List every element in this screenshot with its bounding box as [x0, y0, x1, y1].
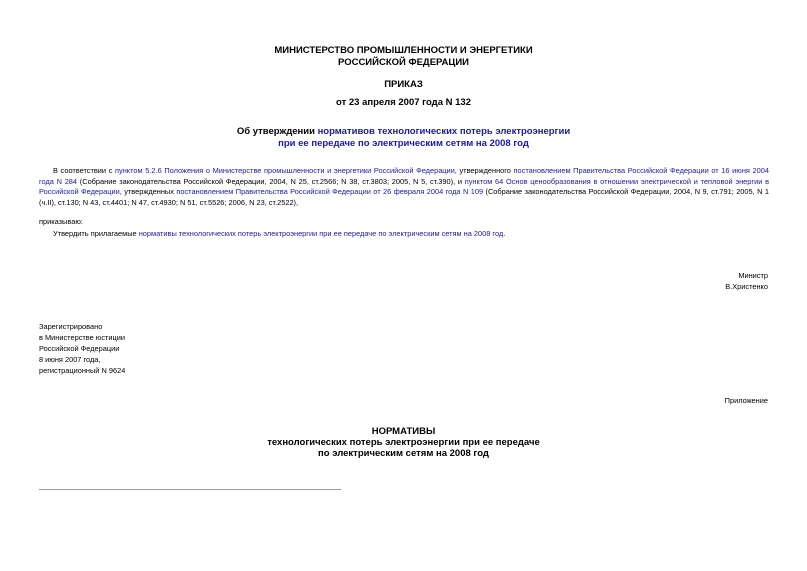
approve-paragraph: [53, 228, 769, 239]
title-link[interactable]: нормативов технологических потерь электроэнергии: [317, 126, 571, 137]
footnote-divider: [39, 489, 341, 490]
document-title: [0, 126, 807, 138]
appendix-subtitle-line1: технологических потерь электроэнергии при ее передаче: [267, 437, 540, 448]
preamble-text-2: , утвержденного: [454, 166, 514, 175]
signature-name: В.Христенко: [725, 282, 768, 291]
preamble-text-4: , утвержденных: [119, 187, 177, 197]
preamble-link-regulation[interactable]: пунктом 5.2.6 Положения о Министерстве промышленности и энергетики Российской Федерации: [115, 166, 455, 175]
registration-line5: регистрационный N 9624: [39, 366, 126, 375]
registration-line3: Российской Федерации: [39, 344, 120, 353]
order-word: приказываю:: [39, 217, 83, 226]
preamble-paragraph: [39, 166, 769, 208]
preamble-text-5: (Собрание законодательства Российской Федерации, 2004, N 9, ст.791; 2005, N 1 (ч.II), ст.130; N 43, ст.4401; N 47, ст.4930; N 51, ст.5526; 2006, N 23, ст.2522),: [39, 187, 769, 207]
registration-line1: Зарегистрировано: [39, 322, 103, 331]
approve-link-norms[interactable]: нормативы технологических потерь электроэнергии при ее передаче по электрическим сетям на 2008 год: [138, 229, 504, 238]
signature-position: Министр: [738, 271, 768, 280]
registration-line2: в Министерстве юстиции: [39, 333, 126, 342]
title-line2-link[interactable]: при ее передаче по электрическим сетям на 2008 год: [278, 138, 529, 149]
appendix-label: Приложение: [724, 396, 768, 405]
preamble-link-decree-109[interactable]: постановлением Правительства Российской Федерации от 26 февраля 2004 года N 109: [176, 187, 484, 197]
document-date-number: от 23 апреля 2007 года N 132: [336, 97, 471, 108]
ministry-name-line2: РОССИЙСКОЙ ФЕДЕРАЦИИ: [337, 57, 469, 68]
ministry-name-line1: МИНИСТЕРСТВО ПРОМЫШЛЕННОСТИ И ЭНЕРГЕТИКИ: [274, 45, 533, 56]
registration-line4: 8 июня 2007 года,: [39, 355, 101, 364]
appendix-title: НОРМАТИВЫ: [371, 426, 436, 437]
preamble-text-3: (Собрание законодательства Российской Федерации, 2004, N 25, ст.2566; N 38, ст.3803; 2005, N 5, ст.390), и: [77, 176, 465, 186]
preamble-text-1: В соответствии с: [53, 166, 116, 175]
preamble-link-pricing-basics[interactable]: пунктом 64 Основ ценообразования в отношении электрической и тепловой энергии в Российской Федерации: [39, 176, 770, 197]
preamble-link-decree-284[interactable]: постановлением Правительства Российской Федерации от 16 июня 2004 года N 284: [39, 166, 769, 186]
document-type: ПРИКАЗ: [384, 79, 423, 90]
appendix-subtitle-line2: по электрическим сетям на 2008 год: [318, 448, 489, 459]
approve-prefix: Утвердить прилагаемые: [53, 229, 139, 238]
approve-suffix: .: [503, 229, 506, 238]
title-prefix: Об утверждении: [236, 126, 318, 137]
